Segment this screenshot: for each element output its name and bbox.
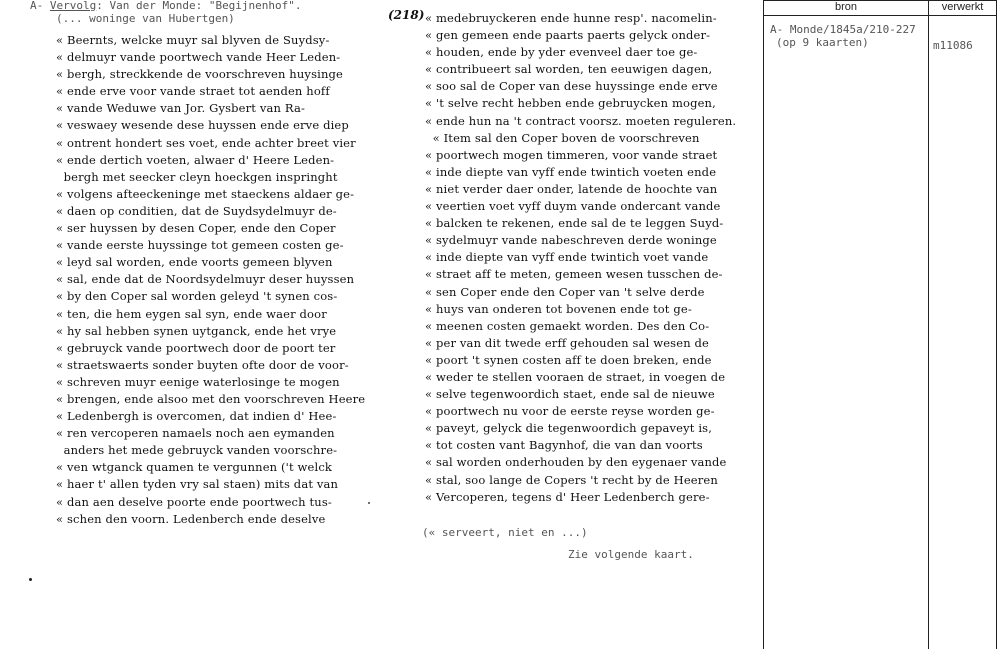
transcription-line: « sal worden onderhouden by den eygenaer vande <box>425 455 727 470</box>
transcription-line: « vande eerste huyssinge tot gemeen costen ge- <box>56 238 344 253</box>
transcription-line: « sal, ende dat de Noordsydelmuyr deser huyssen <box>56 272 355 287</box>
header-source-title: : Van der Monde: "Begijnenhof". <box>96 0 302 12</box>
transcription-line: « veswaey wesende dese huyssen ende erve diep <box>56 118 349 133</box>
transcription-line: « medebruyckeren ende hunne resp'. nacomelin- <box>425 11 717 25</box>
transcription-line: « haer t' allen tyden vry sal staen) mits dat van <box>56 477 339 492</box>
transcription-line: « dan aen deselve poorte ende poortwech tus- <box>56 494 332 509</box>
table-header-rule <box>763 15 997 16</box>
transcription-line: « straetswaerts sonder buyten ofte door de voor- <box>56 357 349 372</box>
transcription-line: « tot costen vant Bagynhof, die van dan voorts <box>425 438 703 453</box>
transcription-line: « weder te stellen vooraen de straet, in voegen de <box>425 369 726 384</box>
transcription-line: « poort 't synen costen aff te doen breken, ende <box>425 352 712 367</box>
transcription-line: « leyd sal worden, ende voorts gemeen blyven <box>56 255 333 270</box>
table-right-border <box>996 0 997 649</box>
transcription-line: « straet aff te meten, gemeen wesen tusschen de- <box>425 267 723 282</box>
transcription-line: « poortwech mogen timmeren, voor vande straet <box>425 147 718 162</box>
column-header-bron: bron <box>834 1 858 13</box>
transcription-line: « by den Coper sal worden geleyd 't synen cos- <box>56 289 338 304</box>
transcription-line: « sydelmuyr vande nabeschreven derde woninge <box>425 233 717 248</box>
transcription-line: « ende hun na 't contract voorsz. moeten reguleren. <box>425 113 737 128</box>
transcription-line: « schreven muyr eenige waterlosinge te mogen <box>56 374 340 389</box>
transcription-line: « ende dertich voeten, alwaer d' Heere Leden- <box>56 152 335 167</box>
verwerkt-code: m11086 <box>933 39 973 52</box>
card-header <box>30 0 302 12</box>
transcription-line: « ren vercoperen namaels noch aen eymanden <box>56 426 335 441</box>
stray-dot <box>368 502 370 504</box>
transcription-line: « niet verder daer onder, latende de hoochte van <box>425 181 718 196</box>
transcription-line: « Item sal den Coper boven de voorschreven <box>425 130 700 145</box>
transcription-line: « hy sal hebben synen uytganck, ende het vrye <box>56 323 337 338</box>
transcription-line: « meenen costen gemaekt worden. Des den Co- <box>425 318 710 333</box>
transcription-line: « Vercoperen, tegens d' Heer Ledenberch gere- <box>425 489 710 504</box>
transcription-line: « brengen, ende alsoo met den voorschreven Heere <box>56 391 366 406</box>
transcription-line: « ten, die hem eygen sal syn, ende waer door <box>56 306 327 321</box>
transcription-line: « vande Weduwe van Jor. Gysbert van Ra- <box>56 101 305 116</box>
transcription-column-left <box>56 32 365 528</box>
transcription-line: « balcken te rekenen, ende sal de te leggen Suyd- <box>425 216 724 231</box>
transcription-line: « huys van onderen tot bovenen ende tot ge- <box>425 301 692 316</box>
margin-dot <box>29 578 32 581</box>
transcription-line: « Ledenbergh is overcomen, dat indien d' Hee- <box>56 409 337 424</box>
transcription-line: « per van dit twede erff gehouden sal wesen de <box>425 335 710 350</box>
transcription-line: « ontrent hondert ses voet, ende achter breet vier <box>56 135 356 150</box>
transcription-line: « gebruyck vande poortwech door de poort ter <box>56 340 336 355</box>
transcription-line: « inde diepte van vyff ende twintich voeten ende <box>425 164 717 179</box>
continuation-line: (« serveert, niet en ...) <box>422 526 588 539</box>
transcription-line: « ser huyssen by desen Coper, ende den Coper <box>56 221 336 236</box>
transcription-line: « veertien voet vyff duym vande ondercant vande <box>425 199 721 214</box>
next-card-note: Zie volgende kaart. <box>568 548 694 561</box>
transcription-line: « gen gemeen ende paarts paerts gelyck onder- <box>425 28 711 43</box>
transcription-line: « daen op conditien, dat de Suydsydelmuyr de- <box>56 203 337 218</box>
transcription-line: « sen Coper ende den Coper van 't selve derde <box>425 284 705 299</box>
transcription-line: « inde diepte van vyff ende twintich voet vande <box>425 250 709 265</box>
transcription-line: « stal, soo lange de Copers 't recht by de Heeren <box>425 472 718 487</box>
transcription-line: anders het mede gebruyck vanden voorschre- <box>56 443 338 458</box>
transcription-line: « poortwech nu voor de eerste reyse worden ge- <box>425 404 715 419</box>
transcription-line: « delmuyr vande poortwech vande Heer Leden- <box>56 50 341 65</box>
transcription-line: « bergh, streckkende de voorschreven huysinge <box>56 67 343 82</box>
transcription-line: « ven wtganck quamen te vergunnen ('t welck <box>56 460 333 475</box>
table-divider <box>928 0 929 649</box>
bron-reference: A- Monde/1845a/210-227 <box>770 23 916 36</box>
transcription-line: bergh met seecker cleyn hoeckgen inspringht <box>56 169 338 184</box>
page-number-mark: (218) <box>388 8 425 22</box>
transcription-column-right <box>425 10 736 506</box>
header-vervolg: Vervolg <box>49 0 97 12</box>
header-prefix: A- <box>30 0 50 12</box>
transcription-line: « contribueert sal worden, ten eeuwigen dagen, <box>425 62 713 77</box>
transcription-line: « houden, ende by yder evenveel daer toe ge- <box>425 45 698 60</box>
transcription-line: « selve tegenwoordich staet, ende sal de nieuwe <box>425 387 715 402</box>
transcription-line: « 't selve recht hebben ende gebruycken mogen, <box>425 96 716 111</box>
transcription-line: « soo sal de Coper van dese huyssinge ende erve <box>425 79 718 94</box>
transcription-line: « ende erve voor vande straet tot aenden hoff <box>56 84 330 99</box>
transcription-line: « schen den voorn. Ledenberch ende deselve <box>56 511 326 526</box>
transcription-line: « volgens afteeckeninge met staeckens aldaer ge- <box>56 186 355 201</box>
column-header-verwerkt: verwerkt <box>941 1 984 13</box>
header-subtitle: (... woninge van Hubertgen) <box>56 12 235 25</box>
transcription-line: « Beernts, welcke muyr sal blyven de Suydsy- <box>56 33 330 47</box>
bron-card-count: (op 9 kaarten) <box>776 36 869 49</box>
transcription-line: « paveyt, gelyck die tegenwoordich gepaveyt is, <box>425 421 713 436</box>
table-left-border <box>763 0 764 649</box>
